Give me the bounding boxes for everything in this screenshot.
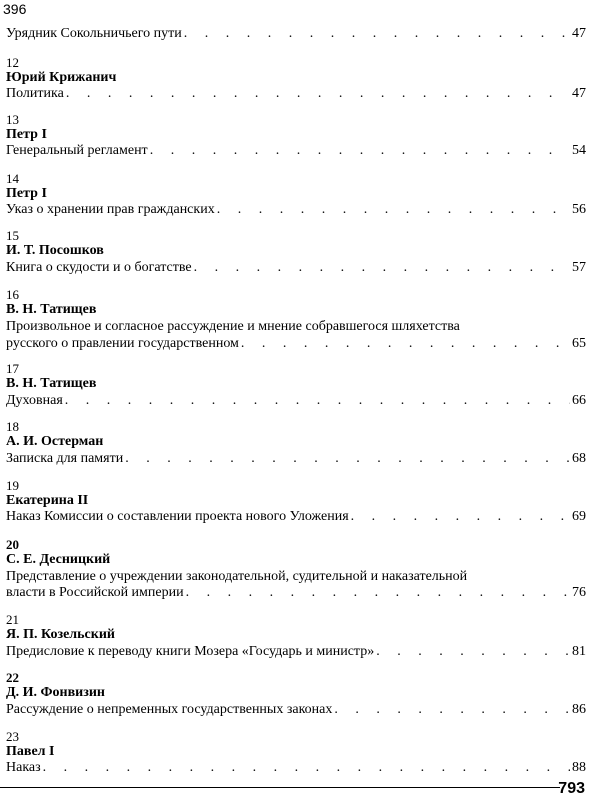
entry-title-line: Произвольное и согласное рассуждение и мнение собравшегося шляхетства <box>6 319 460 334</box>
entry-title: Книга о скудости и о богатстве <box>6 260 192 275</box>
page-number-top: 396 <box>3 1 27 17</box>
entry-page: 69 <box>572 509 586 524</box>
entry-page: 88 <box>572 760 586 775</box>
entry-author: Петр I <box>6 186 47 201</box>
dot-leader <box>217 202 570 218</box>
entry-title: Урядник Сокольничьего пути <box>6 26 182 41</box>
entry-page: 57 <box>572 260 586 275</box>
toc-entry[interactable] <box>6 451 586 467</box>
entry-page: 68 <box>572 451 586 466</box>
entry-title: Наказ <box>6 760 41 775</box>
entry-author: Екатерина II <box>6 493 89 508</box>
entry-title: русского о правлении государственном <box>6 336 239 351</box>
toc-entry[interactable] <box>6 336 586 352</box>
entry-author: Павел I <box>6 744 55 759</box>
entry-author: Я. П. Козельский <box>6 627 115 642</box>
toc-entry[interactable] <box>6 202 586 218</box>
entry-title: Генеральный регламент <box>6 143 148 158</box>
dot-leader <box>334 702 570 718</box>
entry-author: Юрий Крижанич <box>6 70 117 85</box>
entry-page: 86 <box>572 702 586 717</box>
page-number-bottom: 793 <box>558 780 585 797</box>
toc-entry[interactable] <box>6 585 586 601</box>
section-number: 12 <box>6 55 19 70</box>
toc-entry[interactable] <box>6 143 586 159</box>
entry-page: 56 <box>572 202 586 217</box>
toc-entry[interactable] <box>6 26 586 42</box>
entry-title: власти в Российской империи <box>6 585 184 600</box>
entry-page: 66 <box>572 393 586 408</box>
entry-page: 47 <box>572 86 586 101</box>
section-number: 18 <box>6 419 19 434</box>
dot-leader <box>376 644 570 660</box>
section-number: 17 <box>6 361 19 376</box>
dot-leader <box>241 336 570 352</box>
dot-leader <box>43 760 570 776</box>
entry-page: 81 <box>572 644 586 659</box>
entry-title: Указ о хранении прав гражданских <box>6 202 215 217</box>
section-number: 16 <box>6 287 19 302</box>
entry-author: С. Е. Десницкий <box>6 552 111 567</box>
toc-entry[interactable] <box>6 260 586 276</box>
dot-leader <box>125 451 570 467</box>
section-number: 22 <box>6 670 19 685</box>
section-number: 23 <box>6 729 19 744</box>
dot-leader <box>186 585 570 601</box>
toc-entry[interactable] <box>6 509 586 525</box>
toc-entry[interactable] <box>6 644 586 660</box>
entry-author: Д. И. Фонвизин <box>6 685 105 700</box>
section-number: 21 <box>6 612 19 627</box>
entry-title: Предисловие к переводу книги Мозера «Государь и министр» <box>6 644 375 659</box>
entry-author: И. Т. Посошков <box>6 243 104 258</box>
entry-page: 65 <box>572 336 586 351</box>
entry-title: Записка для памяти <box>6 451 124 466</box>
entry-author: Петр I <box>6 127 47 142</box>
entry-title: Духовная <box>6 393 63 408</box>
toc-entry[interactable] <box>6 86 586 102</box>
section-number: 14 <box>6 171 19 186</box>
toc-entry[interactable] <box>6 760 586 776</box>
entry-title: Наказ Комиссии о составлении проекта нового Уложения <box>6 509 349 524</box>
entry-page: 76 <box>572 585 586 600</box>
dot-leader <box>194 260 570 276</box>
page-footer-rule <box>0 787 560 788</box>
dot-leader <box>65 393 570 409</box>
entry-title: Рассуждение о непременных государственных законах <box>6 702 333 717</box>
dot-leader <box>150 143 570 159</box>
section-number: 19 <box>6 478 19 493</box>
dot-leader <box>184 26 570 42</box>
entry-title-line: Представление о учреждении законодательной, судительной и наказательной <box>6 569 468 584</box>
entry-author: В. Н. Татищев <box>6 376 97 391</box>
toc-entry[interactable] <box>6 702 586 718</box>
entry-title: Политика <box>6 86 64 101</box>
entry-author: В. Н. Татищев <box>6 302 97 317</box>
section-number: 20 <box>6 537 19 552</box>
section-number: 15 <box>6 228 19 243</box>
toc-entry[interactable] <box>6 393 586 409</box>
entry-page: 47 <box>572 26 586 41</box>
entry-author: А. И. Остерман <box>6 434 104 449</box>
section-number: 13 <box>6 112 19 127</box>
entry-page: 54 <box>572 143 586 158</box>
dot-leader <box>66 86 570 102</box>
dot-leader <box>351 509 570 525</box>
